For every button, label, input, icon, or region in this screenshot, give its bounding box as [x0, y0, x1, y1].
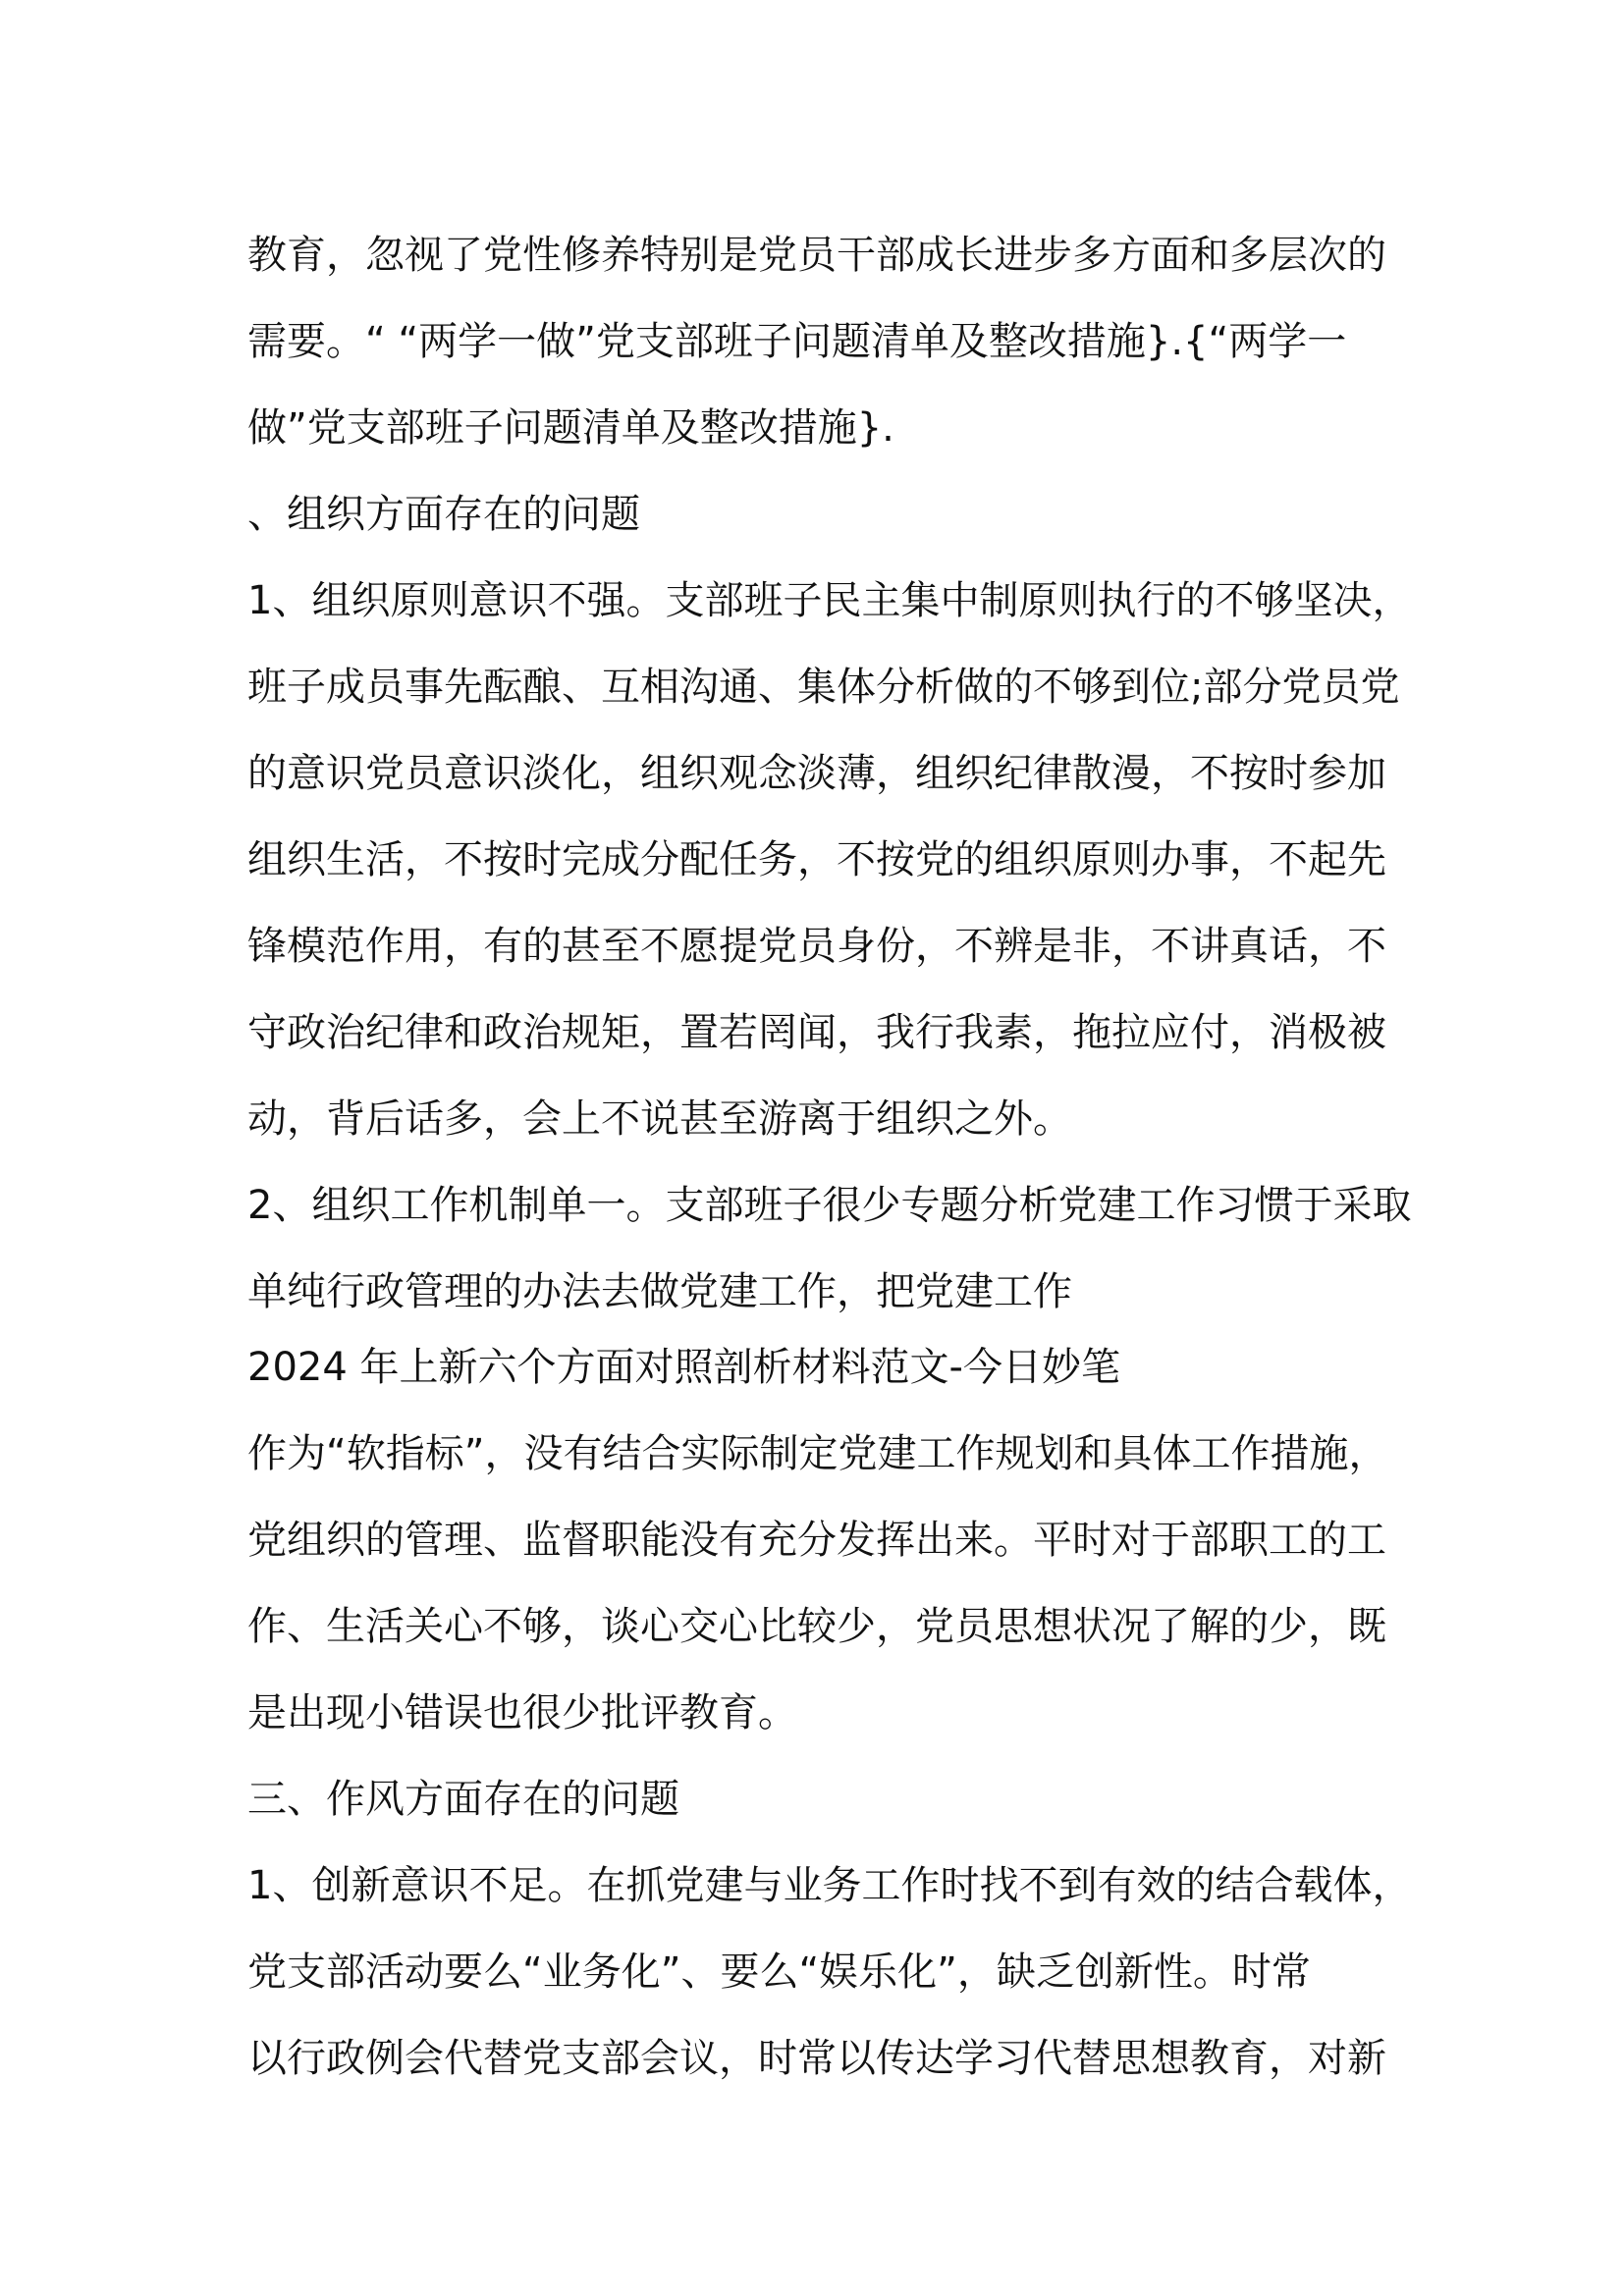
section-heading-work-style: 三、作风方面存在的问题 [247, 1777, 679, 1822]
text-line-12: 2、组织工作机制单一。支部班子很少专题分析党建工作习惯于采取 [247, 1183, 1412, 1228]
text-line-9: 锋模范作用，有的甚至不愿提党员身份，不辨是非，不讲真话，不 [247, 924, 1386, 969]
text-line-5: 1、组织原则意识不强。支部班子民主集中制原则执行的不够坚决， [247, 578, 1412, 623]
text-line-18: 是出现小错误也很少批评教育。 [247, 1690, 797, 1735]
text-line-3: 做”党支部班子问题清单及整改措施}. [247, 405, 894, 451]
text-line-7: 的意识党员意识淡化，组织观念淡薄，组织纪律散漫，不按时参加 [247, 751, 1386, 796]
text-line-22: 以行政例会代替党支部会议，时常以传达学习代替思想教育，对新 [247, 2036, 1386, 2081]
text-line-20: 1、创新意识不足。在抓党建与业务工作时找不到有效的结合载体， [247, 1863, 1412, 1908]
page-footer-title: 2024 年上新六个方面对照剖析材料范文-今日妙笔 [247, 1345, 1120, 1390]
text-line-6: 班子成员事先酝酿、互相沟通、集体分析做的不够到位;部分党员党 [247, 665, 1400, 710]
text-line-10: 守政治纪律和政治规矩，置若罔闻，我行我素，拖拉应付，消极被 [247, 1010, 1386, 1055]
text-line-2: 需要。“ “两学一做”党支部班子问题清单及整改措施}.{“两学一 [247, 319, 1347, 364]
text-line-8: 组织生活，不按时完成分配任务，不按党的组织原则办事，不起先 [247, 837, 1386, 882]
section-heading-organization: 、组织方面存在的问题 [247, 492, 640, 537]
text-line-13: 单纯行政管理的办法去做党建工作，把党建工作 [247, 1269, 1072, 1314]
text-line-15: 作为“软指标”，没有结合实际制定党建工作规划和具体工作措施， [247, 1431, 1388, 1476]
text-line-16: 党组织的管理、监督职能没有充分发挥出来。平时对于部职工的工 [247, 1518, 1386, 1563]
text-line-21: 党支部活动要么“业务化”、要么“娱乐化”，缺乏创新性。时常 [247, 1949, 1311, 1995]
text-line-17: 作、生活关心不够，谈心交心比较少，党员思想状况了解的少，既 [247, 1604, 1386, 1649]
text-line-1: 教育，忽视了党性修养特别是党员干部成长进步多方面和多层次的 [247, 233, 1386, 278]
text-line-11: 动，背后话多，会上不说甚至游离于组织之外。 [247, 1096, 1072, 1142]
